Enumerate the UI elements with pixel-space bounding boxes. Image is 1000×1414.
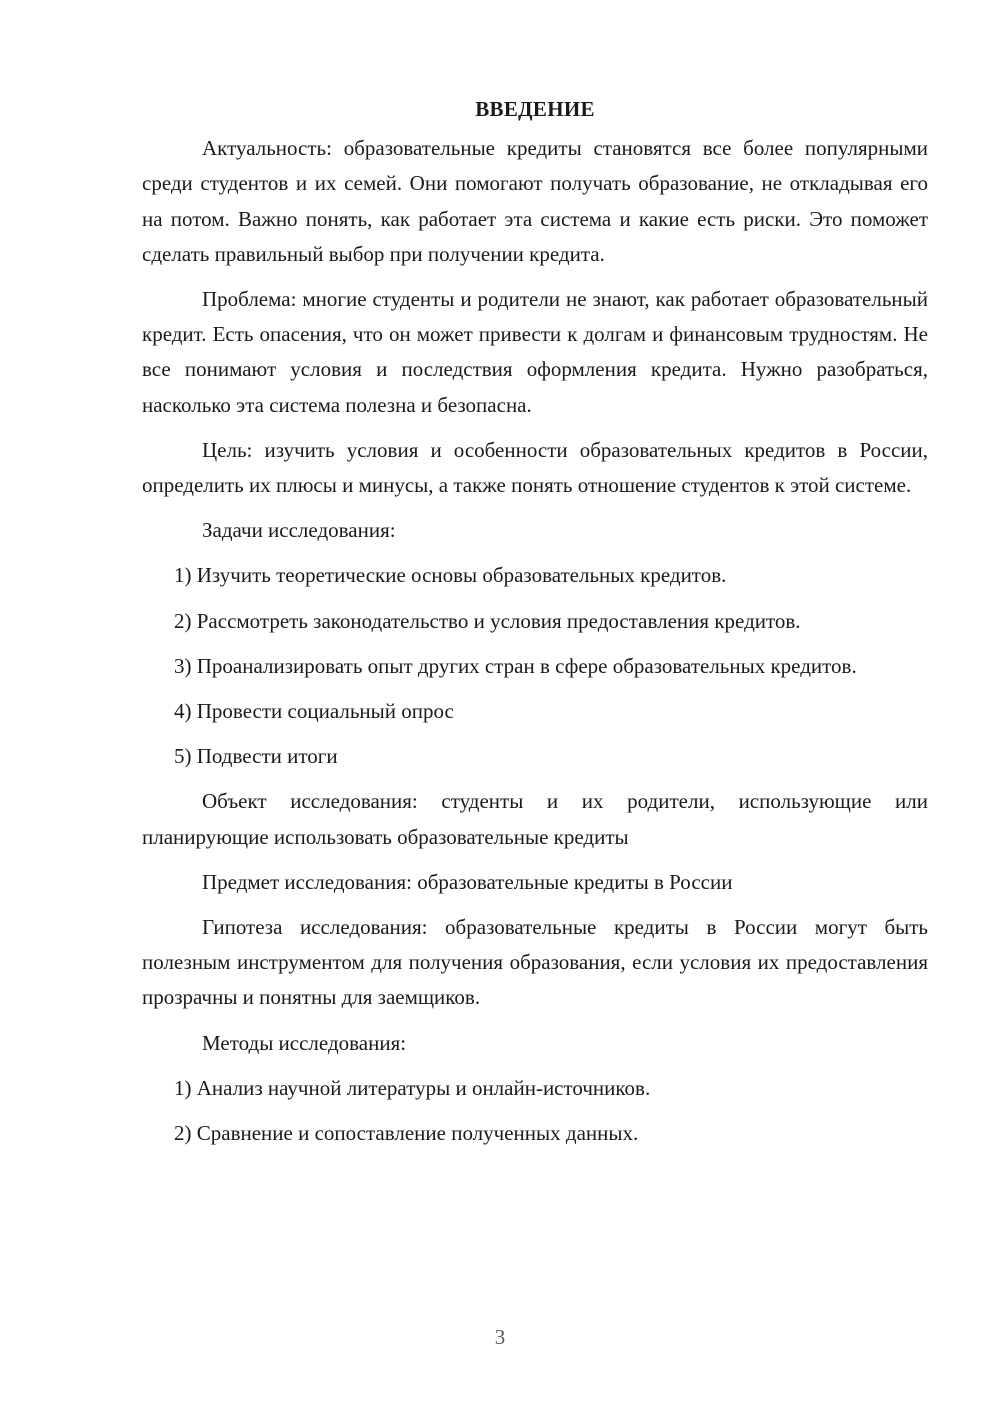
methods-heading: Методы исследования: (202, 1030, 407, 1055)
paragraph-hypothesis: Гипотеза исследования: образовательные кредиты в России могут быть полезным инструментом для получения образования, если условия их предоставления прозрачны и понятны для заемщиков. (142, 915, 928, 1010)
task-item-4: 4) Провести социальный опрос (174, 699, 454, 724)
paragraph-object: Объект исследования: студенты и их родители, использующие или планирующие использовать образовательные кредиты (142, 789, 928, 849)
page-number: 3 (494, 1325, 506, 1349)
document-page (142, 92, 928, 1161)
paragraph-relevance: Актуальность: образовательные кредиты становятся все более популярными среди студентов и их семей. Они помогают получать образование, не откладывая его на потом. Важно понять, как работает эта система и какие есть риски. Это поможет сделать правильный выбор при получении кредита. (142, 136, 928, 266)
task-item-1: 1) Изучить теоретические основы образовательных кредитов. (174, 563, 727, 588)
tasks-heading: Задачи исследования: (202, 518, 396, 543)
task-item-5: 5) Подвести итоги (174, 744, 338, 769)
section-title: ВВЕДЕНИЕ (475, 97, 595, 121)
paragraph-subject: Предмет исследования: образовательные кредиты в России (202, 869, 733, 894)
task-item-2: 2) Рассмотреть законодательство и условия предоставления кредитов. (174, 608, 801, 633)
method-item-2: 2) Сравнение и сопоставление полученных данных. (174, 1121, 639, 1146)
method-item-1: 1) Анализ научной литературы и онлайн-источников. (174, 1075, 651, 1100)
paragraph-problem: Проблема: многие студенты и родители не знают, как работает образовательный кредит. Есть опасения, что он может привести к долгам и финансовым трудностям. Не все понимают условия и последствия оформления кредита. Нужно разобраться, насколько эта система полезна и безопасна. (142, 287, 928, 417)
paragraph-goal: Цель: изучить условия и особенности образовательных кредитов в России, определить их плюсы и минусы, а также понять отношение студентов к этой системе. (142, 437, 928, 498)
task-item-3: 3) Проанализировать опыт других стран в сфере образовательных кредитов. (174, 653, 857, 678)
